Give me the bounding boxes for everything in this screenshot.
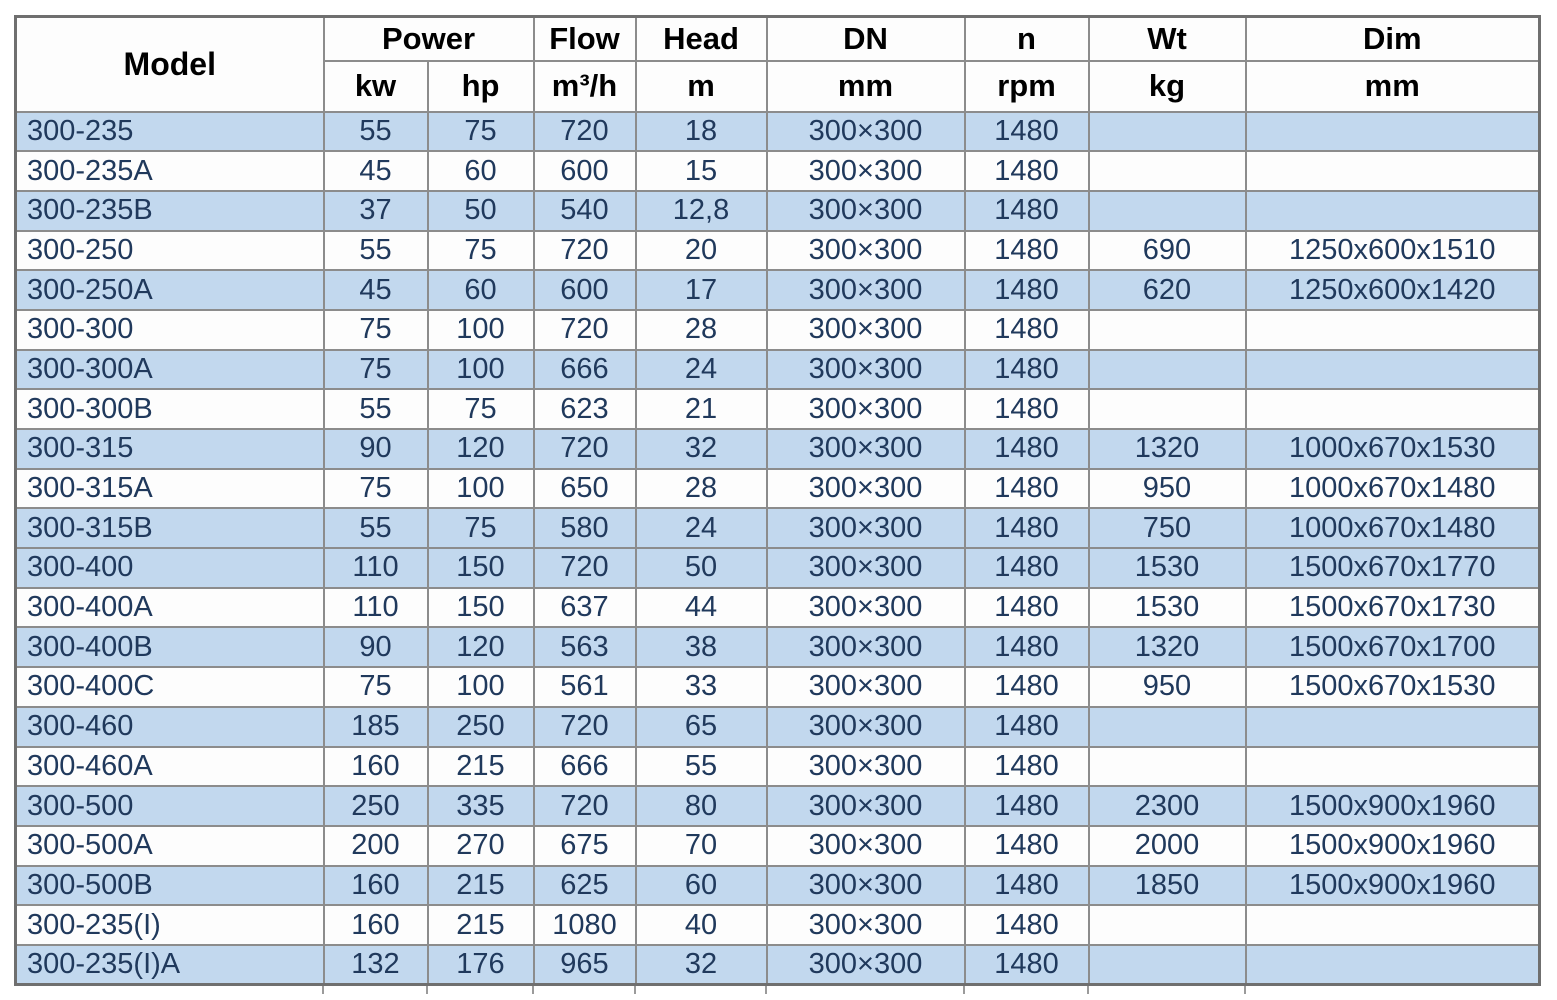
table-row (16, 389, 1540, 429)
value-cell: 55 (636, 747, 767, 787)
cropped-next-row-remnant (14, 986, 1538, 995)
value-cell (1246, 747, 1540, 787)
value-cell: 300×300 (767, 866, 965, 906)
value-cell: 335 (428, 786, 534, 826)
value-cell: 300×300 (767, 191, 965, 231)
value-cell: 666 (534, 350, 636, 390)
value-cell: 32 (636, 945, 767, 985)
value-cell: 1480 (965, 707, 1089, 747)
model-cell: 300-300A (16, 350, 324, 390)
value-cell: 120 (428, 429, 534, 469)
value-cell: 55 (324, 508, 428, 548)
value-cell: 215 (428, 866, 534, 906)
model-cell: 300-300B (16, 389, 324, 429)
value-cell: 17 (636, 270, 767, 310)
value-cell: 300×300 (767, 826, 965, 866)
value-cell: 80 (636, 786, 767, 826)
model-cell: 300-460A (16, 747, 324, 787)
value-cell: 690 (1089, 231, 1246, 271)
model-cell: 300-235(I)A (16, 945, 324, 985)
value-cell: 55 (324, 112, 428, 152)
value-cell: 15 (636, 151, 767, 191)
value-cell: 1850 (1089, 866, 1246, 906)
model-cell: 300-315A (16, 469, 324, 509)
value-cell: 1480 (965, 231, 1089, 271)
remnant-gridline-tick (765, 986, 767, 994)
value-cell (1246, 905, 1540, 945)
value-cell: 28 (636, 310, 767, 350)
value-cell: 2300 (1089, 786, 1246, 826)
value-cell (1246, 350, 1540, 390)
value-cell: 28 (636, 469, 767, 509)
value-cell: 40 (636, 905, 767, 945)
value-cell (1246, 191, 1540, 231)
unit-wt: kg (1089, 61, 1246, 112)
value-cell (1089, 945, 1246, 985)
value-cell: 150 (428, 588, 534, 628)
value-cell: 720 (534, 786, 636, 826)
value-cell: 720 (534, 429, 636, 469)
value-cell: 60 (428, 151, 534, 191)
value-cell: 1250x600x1510 (1246, 231, 1540, 271)
value-cell: 1000x670x1480 (1246, 508, 1540, 548)
value-cell: 100 (428, 667, 534, 707)
value-cell: 37 (324, 191, 428, 231)
table-row (16, 786, 1540, 826)
value-cell: 1480 (965, 548, 1089, 588)
model-cell: 300-460 (16, 707, 324, 747)
value-cell: 75 (324, 350, 428, 390)
value-cell: 75 (324, 310, 428, 350)
value-cell: 100 (428, 469, 534, 509)
value-cell: 600 (534, 151, 636, 191)
value-cell: 38 (636, 627, 767, 667)
value-cell: 1480 (965, 627, 1089, 667)
table-row (16, 747, 1540, 787)
value-cell: 21 (636, 389, 767, 429)
value-cell: 50 (636, 548, 767, 588)
value-cell: 300×300 (767, 469, 965, 509)
value-cell: 1480 (965, 151, 1089, 191)
value-cell: 1480 (965, 112, 1089, 152)
value-cell: 666 (534, 747, 636, 787)
value-cell: 300×300 (767, 429, 965, 469)
header-power: Power (324, 17, 534, 61)
table-row (16, 945, 1540, 985)
value-cell: 24 (636, 350, 767, 390)
value-cell: 300×300 (767, 667, 965, 707)
value-cell: 600 (534, 270, 636, 310)
unit-flow: m³/h (534, 61, 636, 112)
value-cell: 270 (428, 826, 534, 866)
value-cell: 300×300 (767, 945, 965, 985)
table-row (16, 469, 1540, 509)
header-wt: Wt (1089, 17, 1246, 61)
header-model: Model (16, 17, 324, 112)
value-cell (1246, 310, 1540, 350)
value-cell: 300×300 (767, 588, 965, 628)
table-row (16, 191, 1540, 231)
value-cell: 1530 (1089, 548, 1246, 588)
value-cell: 75 (324, 667, 428, 707)
header-label-row (16, 17, 1540, 61)
value-cell (1089, 310, 1246, 350)
value-cell: 1000x670x1530 (1246, 429, 1540, 469)
model-cell: 300-400 (16, 548, 324, 588)
table-row (16, 667, 1540, 707)
value-cell: 215 (428, 747, 534, 787)
table-row (16, 707, 1540, 747)
value-cell: 300×300 (767, 786, 965, 826)
value-cell: 12,8 (636, 191, 767, 231)
value-cell: 1500x900x1960 (1246, 866, 1540, 906)
model-cell: 300-500 (16, 786, 324, 826)
value-cell: 75 (428, 112, 534, 152)
unit-hp: hp (428, 61, 534, 112)
value-cell: 720 (534, 112, 636, 152)
value-cell: 90 (324, 627, 428, 667)
value-cell (1089, 112, 1246, 152)
value-cell: 1500x670x1700 (1246, 627, 1540, 667)
model-cell: 300-235B (16, 191, 324, 231)
unit-head: m (636, 61, 767, 112)
value-cell: 75 (324, 469, 428, 509)
value-cell: 33 (636, 667, 767, 707)
value-cell: 1480 (965, 786, 1089, 826)
model-cell: 300-500A (16, 826, 324, 866)
value-cell: 300×300 (767, 707, 965, 747)
value-cell: 160 (324, 866, 428, 906)
value-cell: 20 (636, 231, 767, 271)
value-cell: 1480 (965, 667, 1089, 707)
value-cell: 110 (324, 588, 428, 628)
header-dn: DN (767, 17, 965, 61)
remnant-gridline-tick (532, 986, 534, 994)
value-cell: 90 (324, 429, 428, 469)
value-cell: 132 (324, 945, 428, 985)
value-cell: 300×300 (767, 508, 965, 548)
value-cell: 965 (534, 945, 636, 985)
value-cell (1089, 350, 1246, 390)
value-cell: 32 (636, 429, 767, 469)
value-cell: 1480 (965, 429, 1089, 469)
model-cell: 300-235 (16, 112, 324, 152)
model-cell: 300-400B (16, 627, 324, 667)
value-cell (1246, 151, 1540, 191)
value-cell: 1480 (965, 350, 1089, 390)
unit-dim: mm (1246, 61, 1540, 112)
unit-n: rpm (965, 61, 1089, 112)
table-row (16, 627, 1540, 667)
value-cell: 60 (428, 270, 534, 310)
value-cell: 50 (428, 191, 534, 231)
value-cell: 1480 (965, 508, 1089, 548)
value-cell: 950 (1089, 667, 1246, 707)
value-cell: 1320 (1089, 429, 1246, 469)
model-cell: 300-400A (16, 588, 324, 628)
value-cell: 200 (324, 826, 428, 866)
value-cell (1089, 151, 1246, 191)
value-cell: 750 (1089, 508, 1246, 548)
value-cell: 75 (428, 231, 534, 271)
value-cell: 300×300 (767, 747, 965, 787)
header-flow: Flow (534, 17, 636, 61)
value-cell: 300×300 (767, 905, 965, 945)
value-cell: 45 (324, 270, 428, 310)
value-cell: 720 (534, 548, 636, 588)
value-cell: 1480 (965, 945, 1089, 985)
value-cell: 720 (534, 231, 636, 271)
unit-kw: kw (324, 61, 428, 112)
model-cell: 300-315 (16, 429, 324, 469)
value-cell: 1480 (965, 310, 1089, 350)
value-cell: 150 (428, 548, 534, 588)
value-cell: 637 (534, 588, 636, 628)
table-row (16, 270, 1540, 310)
value-cell: 300×300 (767, 151, 965, 191)
model-cell: 300-400C (16, 667, 324, 707)
value-cell: 300×300 (767, 548, 965, 588)
value-cell: 1500x670x1730 (1246, 588, 1540, 628)
value-cell: 620 (1089, 270, 1246, 310)
value-cell: 540 (534, 191, 636, 231)
value-cell: 1500x670x1770 (1246, 548, 1540, 588)
value-cell: 1480 (965, 469, 1089, 509)
value-cell: 75 (428, 389, 534, 429)
value-cell: 563 (534, 627, 636, 667)
value-cell: 561 (534, 667, 636, 707)
value-cell (1089, 747, 1246, 787)
table-row (16, 588, 1540, 628)
value-cell: 160 (324, 905, 428, 945)
table-row (16, 151, 1540, 191)
value-cell: 55 (324, 231, 428, 271)
value-cell: 300×300 (767, 231, 965, 271)
value-cell: 2000 (1089, 826, 1246, 866)
remnant-gridline-tick (1087, 986, 1089, 994)
value-cell (1089, 905, 1246, 945)
unit-dn: mm (767, 61, 965, 112)
table-row (16, 112, 1540, 152)
value-cell: 100 (428, 310, 534, 350)
value-cell: 176 (428, 945, 534, 985)
value-cell: 720 (534, 310, 636, 350)
model-cell: 300-235A (16, 151, 324, 191)
value-cell: 1480 (965, 588, 1089, 628)
value-cell: 650 (534, 469, 636, 509)
table-row (16, 310, 1540, 350)
value-cell (1089, 707, 1246, 747)
value-cell (1089, 389, 1246, 429)
table-row (16, 429, 1540, 469)
value-cell: 44 (636, 588, 767, 628)
value-cell: 1250x600x1420 (1246, 270, 1540, 310)
value-cell: 1320 (1089, 627, 1246, 667)
value-cell: 580 (534, 508, 636, 548)
table-row (16, 866, 1540, 906)
value-cell: 300×300 (767, 112, 965, 152)
value-cell: 185 (324, 707, 428, 747)
table-header (16, 17, 1540, 112)
value-cell: 215 (428, 905, 534, 945)
value-cell: 720 (534, 707, 636, 747)
pump-spec-table (14, 15, 1541, 986)
value-cell: 300×300 (767, 627, 965, 667)
value-cell: 1080 (534, 905, 636, 945)
value-cell: 110 (324, 548, 428, 588)
value-cell (1246, 389, 1540, 429)
value-cell: 300×300 (767, 350, 965, 390)
table-row (16, 548, 1540, 588)
pump-spec-table-container (14, 15, 1541, 986)
value-cell (1089, 191, 1246, 231)
value-cell: 675 (534, 826, 636, 866)
model-cell: 300-315B (16, 508, 324, 548)
value-cell: 65 (636, 707, 767, 747)
value-cell (1246, 112, 1540, 152)
header-n: n (965, 17, 1089, 61)
remnant-gridline-tick (426, 986, 428, 994)
value-cell: 18 (636, 112, 767, 152)
header-dim: Dim (1246, 17, 1540, 61)
value-cell: 250 (428, 707, 534, 747)
remnant-gridline-tick (634, 986, 636, 994)
model-cell: 300-235(I) (16, 905, 324, 945)
value-cell: 75 (428, 508, 534, 548)
value-cell: 1000x670x1480 (1246, 469, 1540, 509)
value-cell: 55 (324, 389, 428, 429)
value-cell: 70 (636, 826, 767, 866)
value-cell: 300×300 (767, 270, 965, 310)
value-cell: 160 (324, 747, 428, 787)
value-cell: 1480 (965, 826, 1089, 866)
table-row (16, 350, 1540, 390)
remnant-gridline-tick (1244, 986, 1246, 994)
value-cell: 1480 (965, 270, 1089, 310)
table-body (16, 112, 1540, 985)
value-cell: 250 (324, 786, 428, 826)
table-row (16, 905, 1540, 945)
value-cell: 625 (534, 866, 636, 906)
value-cell: 1480 (965, 191, 1089, 231)
value-cell (1246, 945, 1540, 985)
value-cell: 100 (428, 350, 534, 390)
model-cell: 300-300 (16, 310, 324, 350)
value-cell: 300×300 (767, 310, 965, 350)
value-cell: 1500x900x1960 (1246, 826, 1540, 866)
table-row (16, 508, 1540, 548)
model-cell: 300-250A (16, 270, 324, 310)
value-cell: 950 (1089, 469, 1246, 509)
model-cell: 300-500B (16, 866, 324, 906)
value-cell: 1530 (1089, 588, 1246, 628)
value-cell: 1480 (965, 905, 1089, 945)
value-cell: 1500x670x1530 (1246, 667, 1540, 707)
value-cell: 120 (428, 627, 534, 667)
value-cell: 24 (636, 508, 767, 548)
value-cell: 60 (636, 866, 767, 906)
value-cell: 1480 (965, 389, 1089, 429)
value-cell: 300×300 (767, 389, 965, 429)
value-cell: 1500x900x1960 (1246, 786, 1540, 826)
value-cell: 623 (534, 389, 636, 429)
table-row (16, 231, 1540, 271)
value-cell (1246, 707, 1540, 747)
model-cell: 300-250 (16, 231, 324, 271)
remnant-gridline-tick (963, 986, 965, 994)
table-row (16, 826, 1540, 866)
header-head: Head (636, 17, 767, 61)
value-cell: 1480 (965, 747, 1089, 787)
value-cell: 1480 (965, 866, 1089, 906)
value-cell: 45 (324, 151, 428, 191)
remnant-gridline-tick (322, 986, 324, 994)
